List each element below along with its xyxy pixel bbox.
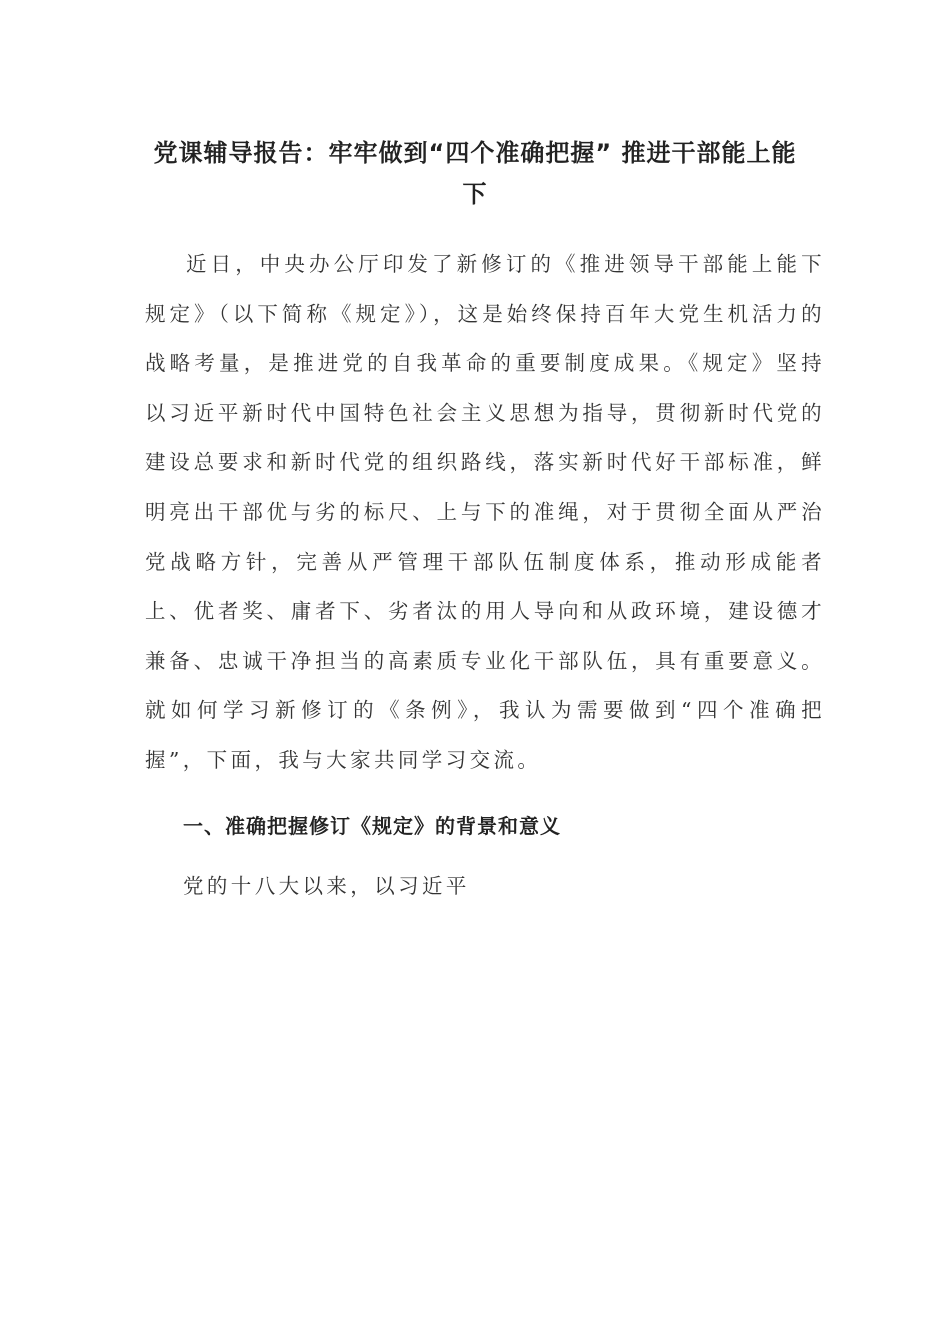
document-title: 党课辅导报告：牢牢做到“四个准确把握” 推进干部能上能下 [153, 139, 797, 208]
intro-paragraph: 近日，中央办公厅印发了新修订的《推进领导干部能上能下规定》（以下简称《规定》），这是始终保持百年大党生机活力的战略考量，是推进党的自我革命的重要制度成果。《规定》坚持以习近平新时代中国特色社会主义思想为指导，贯彻新时代党的建设总要求和新时代党的组织路线，落实新时代好干部标准，鲜明亮出干部优与劣的标尺、上与下的准绳，对于贯彻全面从严治党战略方针，完善从严管理干部队伍制度体系，推动形成能者上、优者奖、庸者下、劣者汰的用人导向和从政环境，建设德才兼备、忠诚干净担当的高素质专业化干部队伍，具有重要意义。就如何学习新修订的《条例》，我认为需要做到“四个准确把握”，下面，我与大家共同学习交流。 [145, 252, 825, 772]
section-paragraph: 党的十八大以来，以习近平 [183, 874, 470, 898]
section-heading: 一、准确把握修订《规定》的背景和意义 [183, 814, 561, 838]
